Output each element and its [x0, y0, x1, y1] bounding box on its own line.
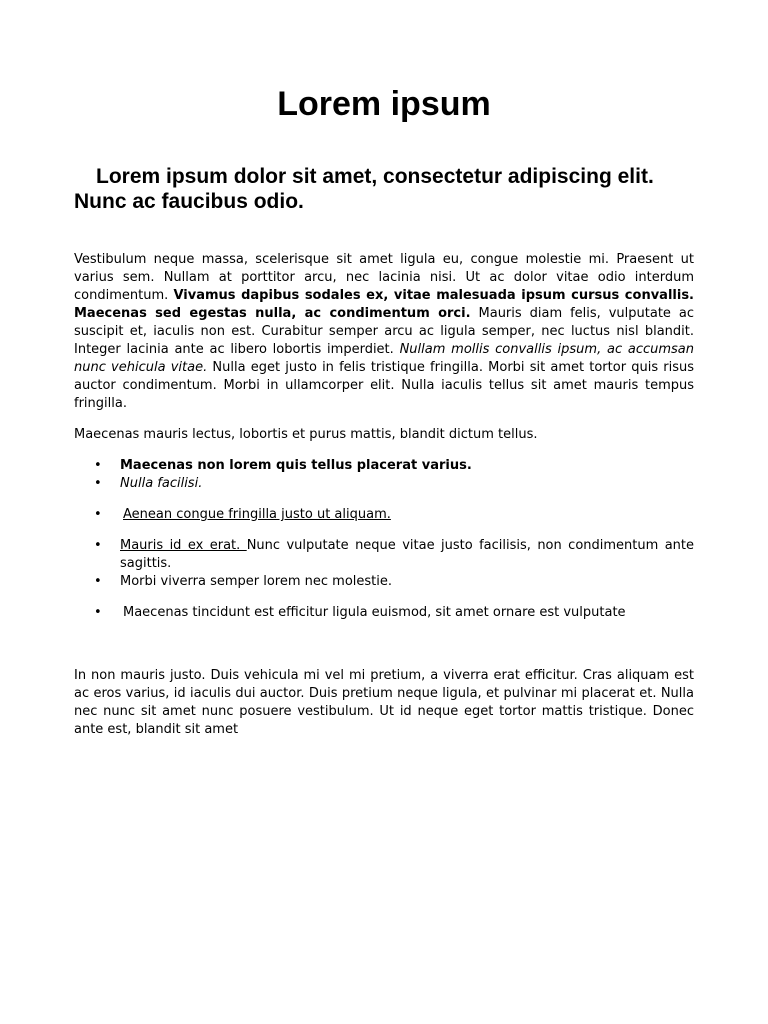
list-item [74, 506, 694, 524]
bullet-marker: • [94, 574, 102, 589]
list-item-2-text: Nulla facilisi. [120, 476, 203, 491]
list-item-4-text: Nunc vulputate neque vitae justo facilisis, non condimentum ante sagittis. [120, 538, 694, 571]
list-item-5-text: Morbi viverra semper lorem nec molestie. [120, 574, 393, 589]
paragraph-1-italic-text: Nullam mollis convallis ipsum, ac accumsan nunc vehicula vitae. [74, 342, 695, 375]
paragraph-1-text-b: Mauris diam felis, vulputate ac suscipit et, iaculis non est. Curabitur semper arcu ac ligula semper, nec luctus nisl blandit. Integer lacinia ante ac libero lobortis imperdiet. [74, 306, 694, 357]
paragraph-1-text-a: Vestibulum neque massa, scelerisque sit amet ligula eu, congue molestie mi. Praesent ut varius sem. Nullam at porttitor arcu, nec lacinia nisi. Ut ac dolor vitae odio interdum condimentum. [74, 252, 694, 303]
paragraph-3: In non mauris justo. Duis vehicula mi vel mi pretium, a viverra erat efficitur. Cras aliquam est ac eros varius, id iaculis dui auctor. Duis pretium neque ligula, et pulvinar mi placerat et. Nulla nec nunc sit amet nunc posuere vestibulum. Ut id neque eget tortor mattis tristique. Donec ante est, blandit sit amet [74, 668, 694, 737]
paragraph-2: Maecenas mauris lectus, lobortis et purus mattis, blandit dictum tellus. [74, 427, 538, 442]
bullet-marker: • [94, 476, 102, 491]
list-item [74, 537, 694, 573]
list-item-6-text: Maecenas tincidunt est efficitur ligula euismod, sit amet ornare est vulputate [123, 605, 626, 620]
bullet-marker: • [94, 605, 102, 620]
bullet-marker: • [94, 538, 102, 553]
document-page [74, 0, 694, 739]
paragraph-1-text-c: Nulla eget justo in felis tristique fringilla. Morbi sit amet tortor quis risus auctor condimentum. Morbi in ullamcorper elit. Nulla iaculis tellus sit amet mauris tempus fringilla. [74, 360, 695, 411]
paragraph-1 [74, 251, 694, 413]
bullet-marker: • [94, 458, 102, 473]
list-item [74, 604, 694, 622]
list-item [74, 573, 694, 591]
list-item-3-text: Aenean congue fringilla justo ut aliquam. [123, 507, 391, 522]
list-item [74, 457, 694, 475]
list-item-4-underlined-text: Mauris id ex erat. [120, 538, 247, 553]
list-item [74, 475, 694, 493]
bullet-list [74, 457, 694, 622]
list-item-1-text: Maecenas non lorem quis tellus placerat varius. [120, 458, 472, 473]
document-subtitle: Lorem ipsum dolor sit amet, consectetur adipiscing elit. Nunc ac faucibus odio. [74, 165, 654, 213]
bullet-marker: • [94, 507, 102, 522]
document-title: Lorem ipsum [277, 85, 491, 123]
paragraph-1-bold-text: Vivamus dapibus sodales ex, vitae malesuada ipsum cursus convallis. Maecenas sed egestas nulla, ac condimentum orci. [74, 288, 694, 321]
